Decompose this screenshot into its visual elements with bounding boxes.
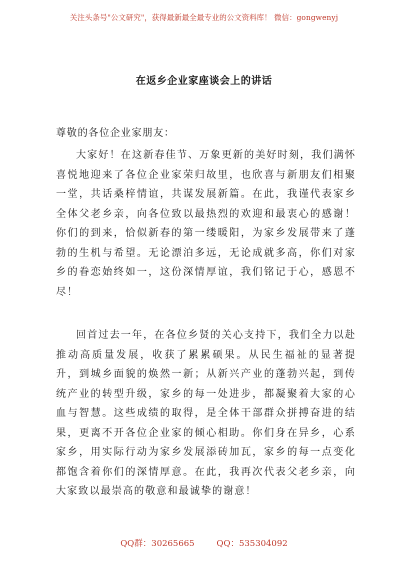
salutation: 尊敬的各位企业家朋友： bbox=[56, 128, 175, 139]
body-paragraph-2: 回首过去一年，在各位乡贤的关心支持下，我们全力以赴推动高质量发展，收获了累累硕果。从民生福祉的显著提升，到城乡面貌的焕然一新；从新兴产业的蓬勃兴起，到传统产业的转型升级，家乡的每一处进步，都凝聚着大家的心血与智慧。这些成绩的取得，是全体干部群众拼搏奋进的结果，更离不开各位企业家的倾心相助。你们身在异乡，心系家乡，用实际行动为家乡发展添砖加瓦，家乡的每一点变化都饱含着你们的深情厚意。在此，我再次代表父老乡亲，向大家致以最崇高的敬意和最诚挚的谢意！ bbox=[56, 330, 356, 497]
footer-contact bbox=[0, 537, 408, 549]
header-banner: 关注头条号"公文研究"，获得最新最全最专业的公文资料库！ 微信：gongwenyj bbox=[69, 13, 339, 22]
document-title: 在返乡企业家座谈会上的讲话 bbox=[135, 76, 273, 87]
footer-qq: QQ：535304092 bbox=[216, 539, 288, 549]
footer-qq-group: QQ群：30265665 bbox=[120, 539, 195, 549]
body-paragraph-1: 大家好！在这新春佳节、万象更新的美好时刻，我们满怀喜悦地迎来了各位企业家荣归故里，也欣喜与新朋友们相聚一堂，共话桑梓情谊，共谋发展新篇。在此，我谨代表家乡全体父老乡亲，向各位致以最热烈的欢迎和最衷心的感谢！你们的到来，恰似新春的第一缕暖阳，为家乡发展带来了蓬勃的生机与希望。无论漂泊多远，无论成就多高，你们对家乡的眷恋始终如一，这份深情厚谊，我们铭记于心，感恩不尽！ bbox=[56, 150, 356, 298]
